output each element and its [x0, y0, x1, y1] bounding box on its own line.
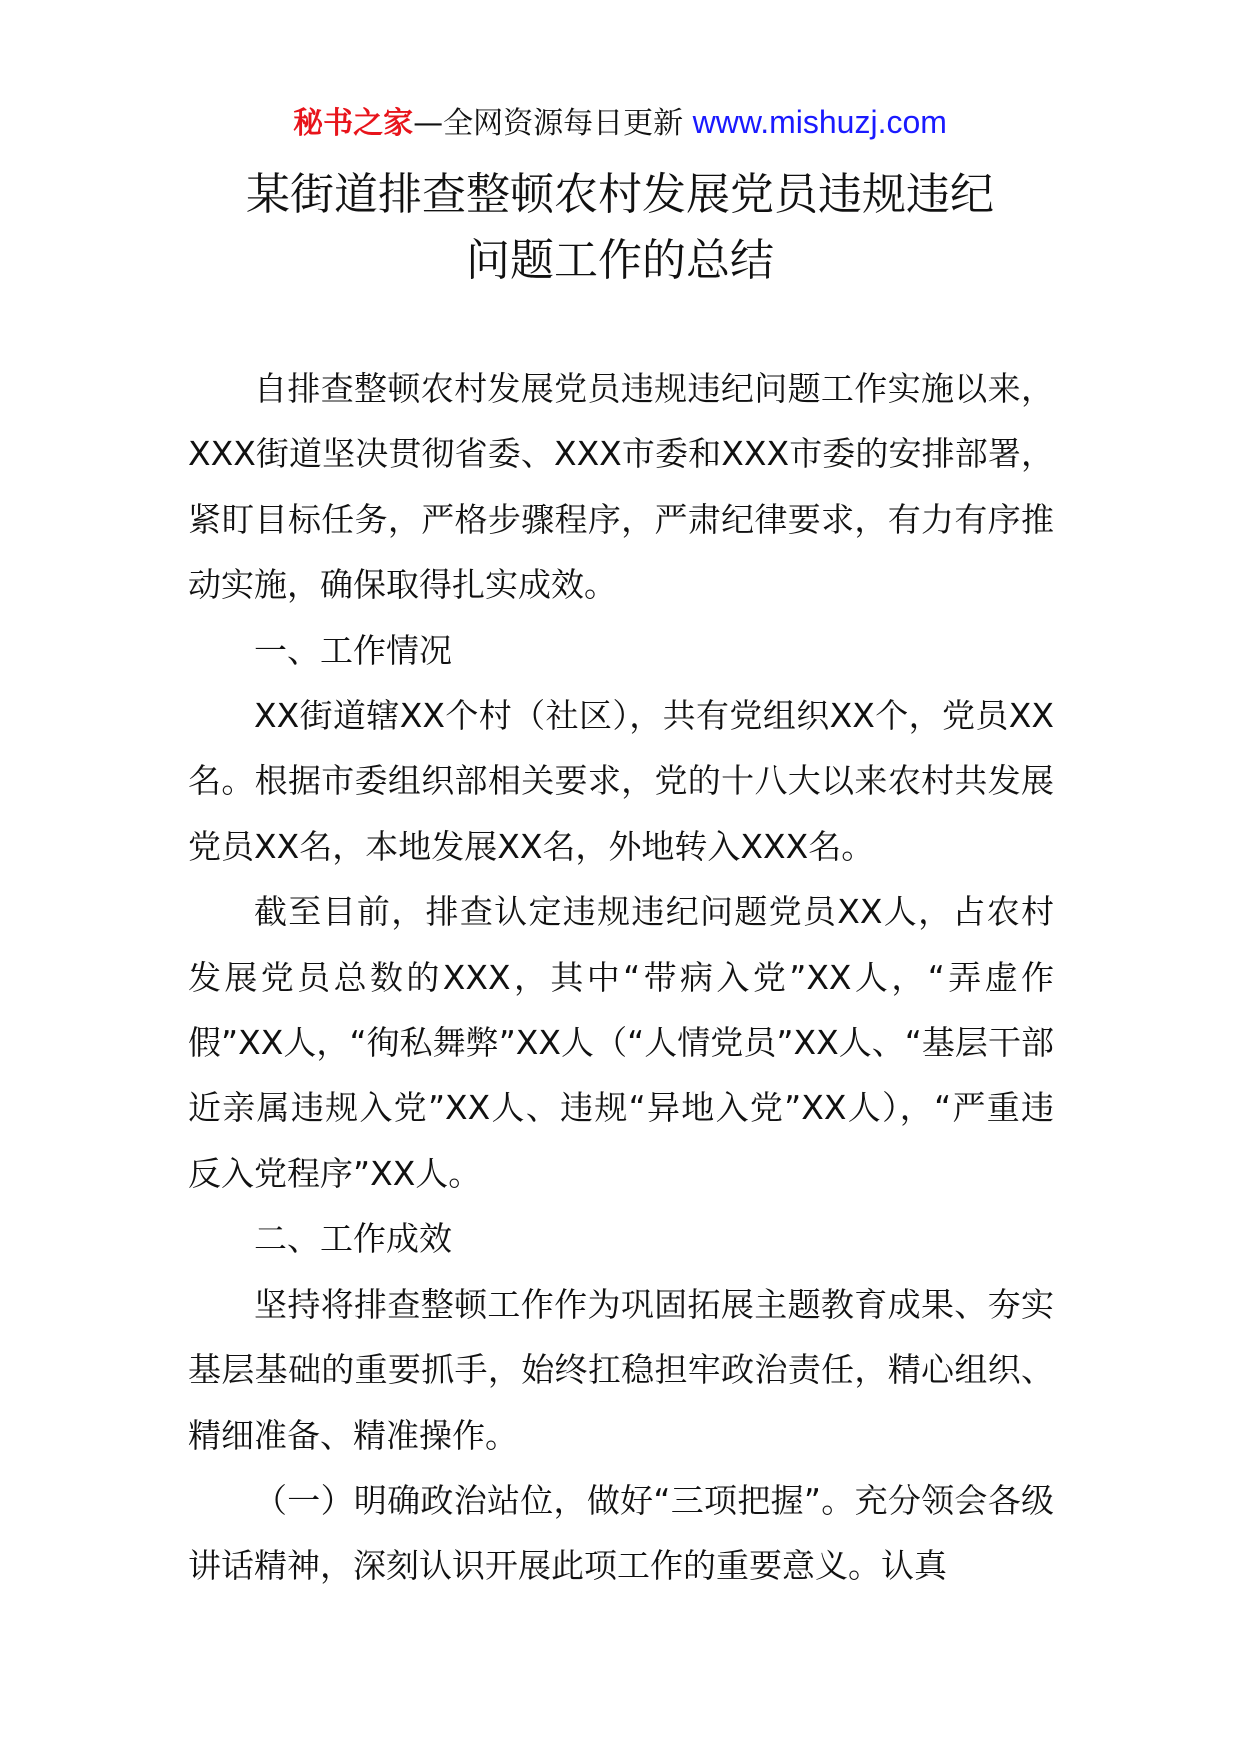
paragraph-work-status: XX街道辖XX个村（社区），共有党组织XX个，党员XX名。根据市委组织部相关要求，党的十八大以来农村共发展党员XX名，本地发展XX名，外地转入XXX名。	[188, 696, 1054, 866]
document-title	[0, 162, 1240, 294]
site-header	[0, 100, 1240, 146]
title-line-2: 问题工作的总结	[466, 235, 774, 286]
document-body	[188, 356, 1054, 1599]
paragraph-subsection-1: （一）明确政治站位，做好“三项把握”。充分领会各级讲话精神，深刻认识开展此项工作的重要意义。认真	[188, 1480, 1054, 1586]
section-heading-work-status: 一、工作情况	[254, 630, 452, 670]
title-line-1: 某街道排查整顿农村发展党员违规违纪	[246, 169, 994, 220]
header-tagline: —全网资源每日更新	[413, 106, 693, 141]
paragraph-work-results: 坚持将排查整顿工作作为巩固拓展主题教育成果、夯实基层基础的重要抓手，始终扛稳担牢政治责任，精心组织、精细准备、精准操作。	[188, 1284, 1054, 1455]
paragraph-investigation-results: 截至目前，排查认定违规违纪问题党员XX人，占农村发展党员总数的XXX，其中“带病入党”XX人，“弄虚作假”XX人，“徇私舞弊”XX人（“人情党员”XX人、“基层干部近亲属违规入党”XX人、违规“异地入党”XX人），“严重违反入党程序”XX人。	[188, 892, 1054, 1193]
brand-name: 秘书之家	[293, 106, 414, 141]
paragraph-intro: 自排查整顿农村发展党员违规违纪问题工作实施以来，XXX街道坚决贯彻省委、XXX市委和XXX市委的安排部署，紧盯目标任务，严格步骤程序，严肃纪律要求，有力有序推动实施，确保取得扎实成效。	[188, 369, 1054, 605]
site-url-link[interactable]: www.mishuzj.com	[692, 104, 947, 140]
section-heading-work-results: 二、工作成效	[254, 1219, 452, 1259]
